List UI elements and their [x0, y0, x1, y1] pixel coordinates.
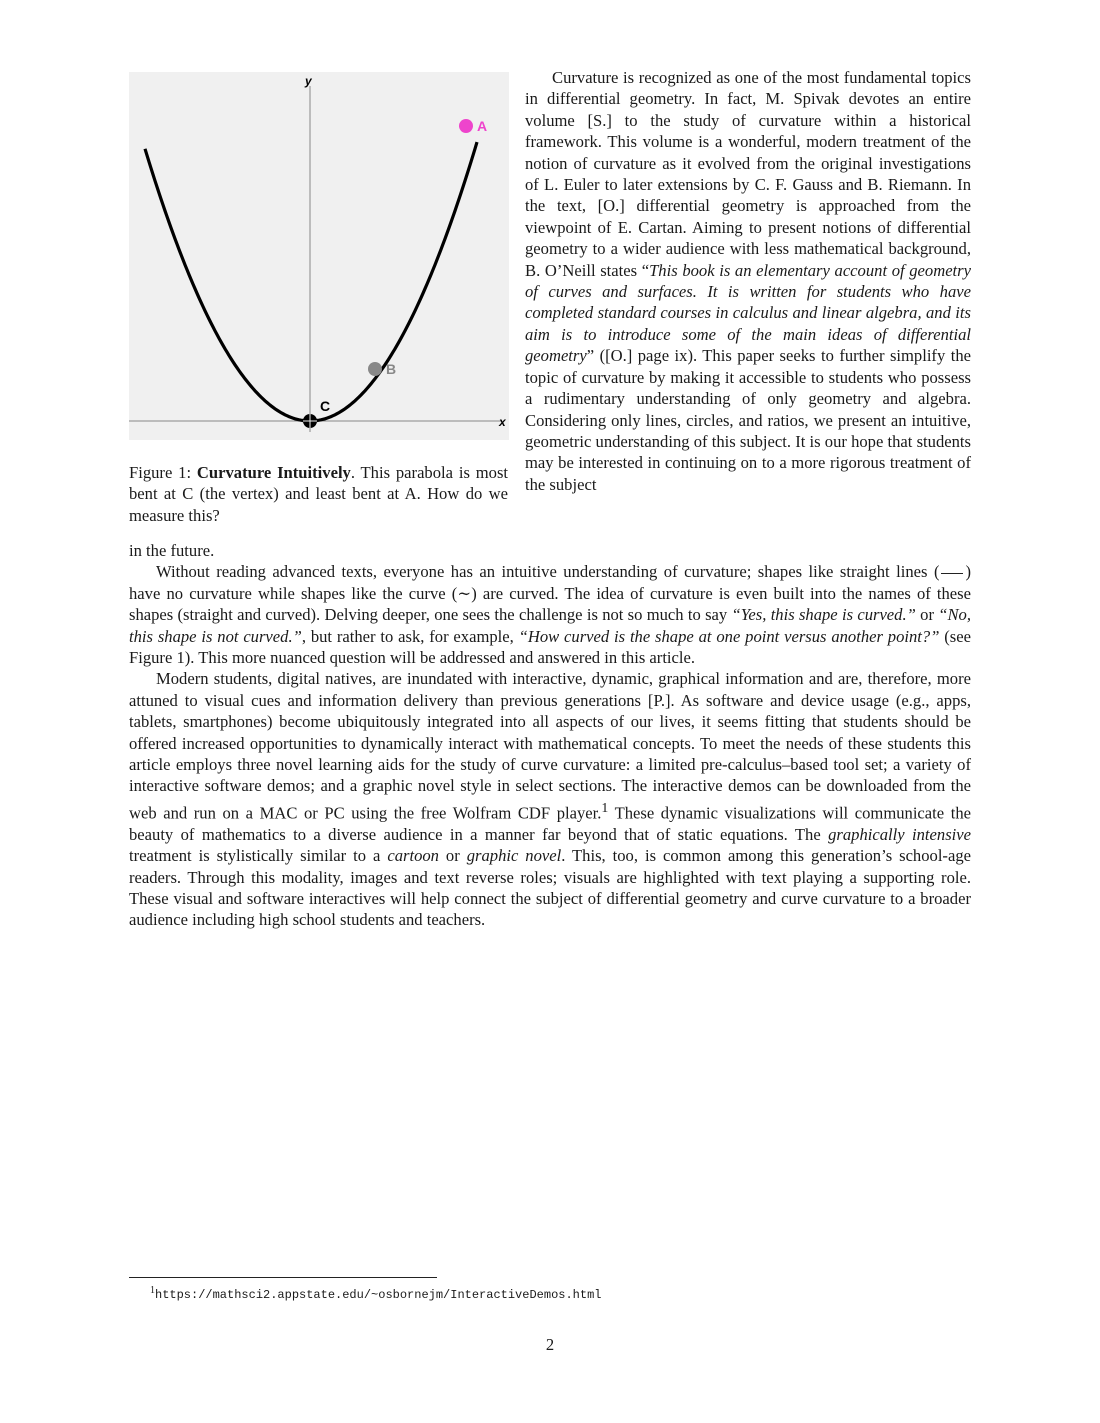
point-a-label: A [477, 118, 488, 134]
x-axis-label: x [499, 415, 506, 429]
caption-title: Curvature Intuitively [196, 463, 351, 482]
point-c-label: C [320, 398, 331, 414]
plot-background [129, 72, 509, 440]
oneill-quote: This book is an elementary account of geometry of curves and surfaces. It is written for students who have completed standard courses in calculus and linear algebra, and its aim is to introduce some of the main ideas of differential geometry [525, 260, 971, 366]
footnote-mark: 1 [150, 1285, 155, 1296]
footnote-rule [129, 1277, 437, 1278]
intro-continuation: in the future. [129, 541, 215, 560]
body-text [129, 540, 971, 931]
straight-line-glyph [941, 573, 963, 574]
parabola-plot [129, 72, 509, 440]
footnote-url[interactable]: https://mathsci2.appstate.edu/~osbornejm/InteractiveDemos.html [155, 1288, 602, 1302]
paragraph-digital-natives: Modern students, digital natives, are inundated with interactive, dynamic, graphical information and are, therefore, more attuned to visual cues and information delivery than previous generations [P.]. As software and device usage (e.g., apps, tablets, smartphones) become ubiquitously integrated into all aspects of our lives, it seems fitting that students should be offered increased opportunities to dynamically interact with mathematical concepts. To meet the needs of these students this article employs three novel learning aids for the study of curve curvature: a limited pre-calculus–based tool set; a variety of interactive software demos; and a graphic novel style in select sections. The interactive demos can be downloaded from the web and run on a MAC or PC using the free Wolfram CDF player.$^1$ These dynamic visualizations will communicate the beauty of mathematics to a diverse audience in a manner far beyond that of static equations. The graphically intensive treatment is stylistically similar to a cartoon or graphic novel. This, too, is common among this generation’s school-age readers. Through this modality, images and text reverse roles; visuals are highlighted with text playing a supporting role. These visual and software interactives will help connect the subject of differential geometry and curve curvature to a broader audience including high school students and teachers. [129, 669, 971, 930]
y-axis-label: y [305, 74, 312, 88]
figure-parabola [129, 72, 509, 440]
point-b-label: B [386, 361, 397, 377]
point-b [368, 362, 382, 376]
paragraph-intuition: Without reading advanced texts, everyone has an intuitive understanding of curvature; shapes like straight lines ( ) have no curvature while shapes like the curve (∼) are curved. The idea of curvature is even built into the names of these shapes (straight and curved). Delving deeper, one sees the challenge is not so much to say “Yes, this shape is curved.” or “No, this shape is not curved.”, but rather to ask, for example, “How curved is the shape at one point versus another point?” (see Figure 1). This more nuanced question will be addressed and answered in this article. [129, 562, 972, 668]
intro-column [525, 67, 971, 495]
point-a [459, 119, 473, 133]
page-number: 2 [545, 1335, 555, 1354]
footnote [150, 1283, 601, 1303]
intro-paragraph: Curvature is recognized as one of the most fundamental topics in differential geometry. In fact, M. Spivak devotes an entire volume [S.] to the study of curvature within a historical framework. This volume is a wonderful, modern treatment of the notion of curvature as it evolved from the original investigations of L. Euler to later extensions by C. F. Gauss and B. Riemann. In the text, [O.] differential geometry is approached from the viewpoint of E. Cartan. Aiming to present notions of differential geometry to a wider audience with less mathematical background, B. O’Neill states “This book is an elementary account of geometry of curves and surfaces. It is written for students who have completed standard courses in calculus and linear algebra, and its aim is to introduce some of the main ideas of differential geometry” ([O.] page ix). This paper seeks to further simplify the topic of curvature by making it accessible to students who possess a rudimentary understanding of only geometry and algebra. Considering only lines, circles, and ratios, we present an intuitive, geometric understanding of this subject. It is our hope that students may be interested in continuing on to a more rigorous treatment of the subject [525, 68, 971, 494]
figure-caption: Figure 1: Curvature Intuitively. This parabola is most bent at C (the vertex) and least bent at A. How do we measure this? [129, 463, 509, 525]
footnote-ref: 1 [601, 799, 609, 815]
curve-glyph: ∼ [457, 583, 472, 603]
